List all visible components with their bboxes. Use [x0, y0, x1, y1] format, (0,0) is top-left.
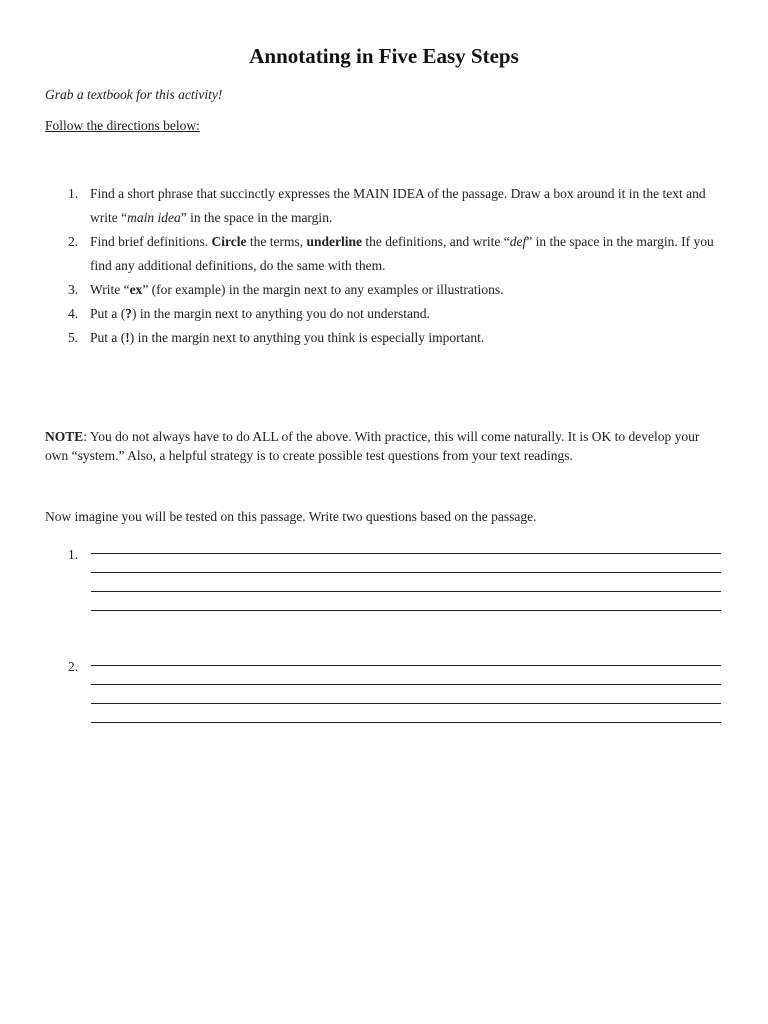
answer-line[interactable]: [91, 684, 721, 685]
step-text: ) in the margin next to anything you do not understand.: [132, 306, 430, 321]
page-title: Annotating in Five Easy Steps: [249, 44, 519, 68]
step-text: main idea: [127, 210, 181, 225]
step-text: !: [125, 330, 130, 345]
step-text: ex: [129, 282, 143, 297]
follow-directions-heading: Follow the directions below:: [45, 118, 200, 133]
step-text: ” in the space in the margin. If you find any additional definitions, do the same with them.: [90, 234, 714, 273]
answer-line[interactable]: [91, 722, 721, 723]
step-number: 2.: [68, 234, 79, 249]
note-paragraph: [45, 427, 725, 465]
step-item: [45, 302, 725, 326]
step-text: Write “: [90, 282, 130, 297]
answer-line[interactable]: [91, 703, 721, 704]
step-text: def: [509, 234, 527, 249]
steps-list: [45, 182, 725, 350]
step-text: Put a (: [90, 330, 126, 345]
step-item: [45, 230, 725, 278]
answer-line[interactable]: [91, 610, 721, 611]
step-text: ?: [125, 306, 132, 321]
step-item: [45, 182, 725, 230]
step-text: ” (for example) in the margin next to any examples or illustrations.: [142, 282, 504, 297]
step-text: ” in the space in the margin.: [180, 210, 333, 225]
subtitle-instruction: Grab a textbook for this activity!: [45, 87, 223, 102]
step-text: Find a short phrase that succinctly expresses the MAIN IDEA of the passage. Draw a box around it in the text and write “: [90, 186, 706, 225]
note-label: NOTE: [45, 429, 84, 444]
answer-line[interactable]: [91, 553, 721, 554]
answer-line[interactable]: [91, 665, 721, 666]
step-number: 1.: [68, 186, 79, 201]
step-text: the definitions, and write “: [362, 234, 510, 249]
step-number: 3.: [68, 282, 79, 297]
step-text: the terms,: [246, 234, 307, 249]
step-text: Put a (: [90, 306, 126, 321]
question-number: 2.: [68, 659, 79, 674]
step-text: underline: [306, 234, 362, 249]
step-number: 5.: [68, 330, 79, 345]
step-text: ) in the margin next to anything you think is especially important.: [129, 330, 485, 345]
answer-line[interactable]: [91, 572, 721, 573]
question-number: 1.: [68, 547, 79, 562]
step-text: Find brief definitions.: [90, 234, 212, 249]
step-item: [45, 278, 725, 302]
step-text: Circle: [211, 234, 247, 249]
question-prompt: Now imagine you will be tested on this passage. Write two questions based on the passage.: [45, 509, 537, 524]
answer-line[interactable]: [91, 591, 721, 592]
note-text: : You do not always have to do ALL of the above. With practice, this will come naturally. It is OK to develop your own “system.” Also, a helpful strategy is to create possible test questions from your text readings.: [45, 429, 700, 463]
step-item: [45, 326, 725, 350]
step-number: 4.: [68, 306, 79, 321]
